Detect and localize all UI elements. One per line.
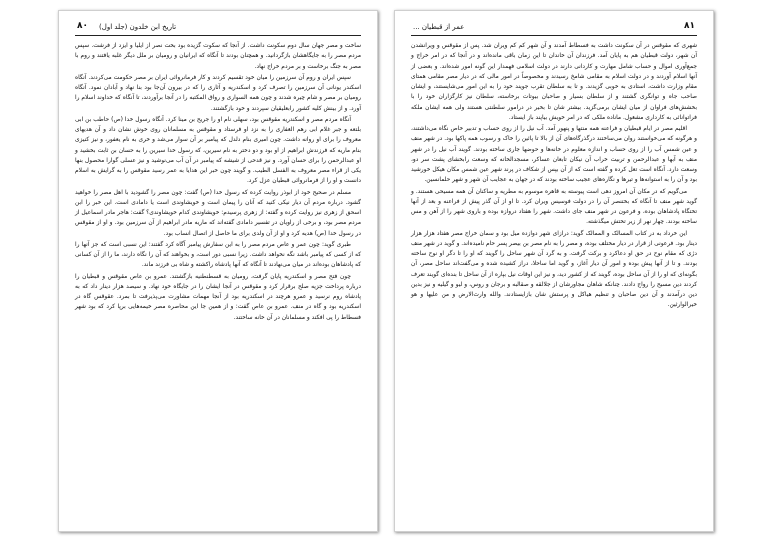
page-number: ۸۱ [684,21,695,31]
paragraph: شهری که مقوقس در آن سکونت داشت به فسطاط آمدند و آن شهر کم کم ویران شد. پس از مقوقس و ویرانشدن آن شهر، دولت قبطیان هم به پایان آمد. فرزندان آن خاندان تا این زمان باقی مانده‌اند و در آنجا که در امر خراج و جمع‌آوری اموال و حساب شامل مهارت و کاردانی دارند در دولت اسلامی فهمدار این گونه امور شده‌اند. و بعضی از آنها اسلام آوردند و در دولت اسلام به مقامی شامخ رسیدند و مخصوصاً در امور مالی که در دیار مصر مقامی همتای مقام وزارت داشت، استادی به خوبی گزیدند. و تا به سلطان تقرب جویند خود را به این امور می‌شایستند، و ایشان صاحب جاه و توانگری گشتند و از سلطان بسیار و صاحبان بیوتات برخاسته، سلطان نیز کارگزاران خود را با بخشش‌های فراوان از میان ایشان برمی‌گزید. بیشتر شان تا بخیر در درامور سلطنتی هستند ولی همه ایشان ملکه فراتوانائی به کارداری مشغول. ماناده ملکی که در امر خویش بیاپند باز ایستاد. [411,43,697,121]
paragraph: مسلم در صحیح خود از ابوذر روایت کرده که رسول خدا (ص) گفت: چون مصر را گشودید با اهل مصر را خواهید گشود. درباره مردم آن دیار نیکی کنید که آنان را پیمان است و خویشاوندی است یا دامادی است. این خبر را ابن اسحق از زهری نیز روایت کرده و گفته: از زهری پرسیدم: خویشاوندی کدام خویشاوندی؟ گفت: هاجر مادر اسماعیل از مردم مصر بود، و برخی از راویان در تفسیر دامادی گفته‌اند که ماریه مادر ابراهیم از آن سرزمین بود. و او از مقوقس در رسول خدا (ص) هدیه کرد و او از آن ولدی برای ما حاصل از اتصال انساب بود. [75,189,361,237]
page-number: ۸۰ [77,21,88,31]
running-title: تاریخ ابن خلدون (جلد اول) [99,23,177,31]
paragraph: سپس ایران و روم آن سرزمین را میان خود تقسیم کردند و کار فرمانروائی ایران بر مصر حکومت می‌کردند. آنگاه اسکندر یونانی آن سرزمین را تصرف کرد و اسکندریه و آثاری را که در بیرون آن‌جا بود بنا نهاد و آبادان نمود. آنگاه رومیان بر مصر و شام چیره شدند و چون همه السواری و رواق المکتبه را در آنجا برآوردند، تا آنگاه که خداوند اسلام را آورد. و از بینش کلیه کشور رابعلیقیان سپردند و خود بازگشتند. [75,74,361,112]
paragraph: آنگاه مردم مصر و اسکندریه مقوقس بود، سهلی نام او را جریح بن مینا کرد. آنگاه رسول خدا (ص) حاطب بن ابی بلتعه و جبر غلام ابی رهم الغفاری را به نزد او فرستاد و مقوقس به مسلمانان روی خوش نشان داد و آن هدیهای معروف را برای او روانه داشت. چون امیری بنام دلدل که پیامبر بر آن سوار می‌شد و خری به نام یعفور، و نیز کنیزی بنام ماریه که فرزندش ابراهیم از او بود و دو دختر به نام سیرین، که رسول خدا سیرین را به حسان بن ثابت بخشید و او عبدالرحمن را برای حسان آورد. و نیز قدحی از شیشه که پیامبر در آن آب می‌نوشید و نیز عسلی گوارا محصول بنها یکی از قراء مصر معروف به الفسل الطیب. و گویند چون خبر این هدایا به عمر رسید مقوقس را به گرایش به اسلام دانست و او را از فرمانروائی قبطیان عزل کرد. [75,116,361,185]
running-title: عمر از قبطیان ... [413,23,465,31]
page-body [411,41,697,312]
left-page [58,10,378,532]
paragraph: می‌گویم که در مکان آن امروز دهی است پیوسته به قاهره موسوم به مطریه و ساکنان آن همه مسیحی هستند. و گوید شهر منف تا آنگاه که بختنصر آن را در دولت فوسیس ویران کرد. تا او از آن گذر پیش از فراعنه و بعد از آنها تختگاه پادشاهان بوده، و فرعون در شهر منف جای داشت. شهر را هفتاد دروازه بوده و باروی شهر را از آهن و مس ساخته بودند. چهار نهر از زیر تختش میگذشته. [411,188,697,226]
paragraph: این خرداد به در کتاب المسالک و الممالک گوید: درازای شهر دوازده میل بود و سمان خراج مصر هفتاد هزار هزار دینار بود. فرعونی از قرار در دیار مختلف بوده، و مصر را به نام مصر بن بیصر پسر حام نامیده‌اند. و گوید در شهر منف دژی که مقام نوح در حق او دعاکرد و برکت گرفت. و به گرد آن شهر ساحل را گویند که او را تا دگر او نوح ساخته بودند. و تا از آنها پیش بوده و امور آن دیار آغاز، و گوید اما ساحلا، دراز کشیده شده و می‌گفت‌اند ساحل مصر، آن بگونه‌ای که او را از آن ساحل بوده، گویند که از کشور دید، و نیز این اوقات نیل بپاره از آن ساحل تا بنده‌ای گویند تعرف کردند دین مسیح را رواج دادند. چنانکه شاهان مجاورشان از جلالقه و صقالبه و برجان و روس، و لیو و گیلیه و نیز بدین دین درآمدند و آن دین صاحبان و تنظیم هیاکل و پرستش شان بازایستادند. والله وارث‌الارض و من علیها و هو خیرالوارثین. [411,230,697,309]
paragraph: ساخت و مصر جهان سال دوم سکونت داشت. از آنجا که سکوت گزیده بود بخت نصر از ایلیا و ایزد از فرشت. سپس مردم مصر را به جایگاهشان بازگردانید. و همچنان بودند تا آنگاه که ایرانیان و رومیان بر ملل دیگر غلبه یافتند و روم با مصر به جنگ برخاست و بر مردم خراج نهاد. [75,43,361,70]
paragraph: طبری گوید: چون عمر و عاص مردم مصر را به این سفارش پیامبر آگاه کرد گفتند: این نسبی است که جز آنها را که از کسی که پیامبر باشد نگه نخواهد داشت. زیرا نسبی دور است، و بخواهند که آن را نگاه دارند، ما را از آن کسانی که پادشاهان بوده‌اند در میان می‌نهادند تا آنگاه که آنها پادشاه راکشته و شاه بی فرزند ماند. [75,241,361,269]
paragraph: اقلیم مصر در ایام قبطیان و فراعنه همه منتها و پنهور آمد. آب نیل را از روی حساب و تدبیر خاص نگاه می‌داشتند، و هرگونه که می‌خواستند روان می‌ساختند درگذرگاه‌های آن از بالا تا پائین را خاک و رسوب همه پاکها بود. در شهر منف و عین شمس آب را از روی حساب و اندازه معلوم در خانه‌ها و حوضها جاری ساخته بودند. گویند آب نیل را در شهر منف به آبها و عبدالرحمن و تربیت خراب آن نیکان تابعان عساکر، مسجد‌الخانه که وسعت رابخشای پشت سر دو، وسعت دارد. آنگاه است تعل کرده و گفته است که از آن بپس از شکاف در پرند شهر عین شمس مکان هیکل خورشید بود و آن را به استوانه‌ها و تیرها و نگاره‌های عجیب ساخته بودند که در جهان به عجایب آن شهر و شهر حلمانسین. [411,126,697,184]
paragraph: چون فتح مصر و اسکندریه پایان گرفت، رومیان به قسطنطنیه بازگشتند. عمرو بن عاص مقوقس و قبطیان را درباره پرداخت جزیه صلح برقرار کرد و مقوقس در آنجا ایشان را در جایگاه خود نهاد. و سیصد هزار دینار داد که به پادشاه روم نرسید و عمرو هرچند در اسکندریه بود از آنجا مهمات مشاورت می‌پذیرفت تا بمرد. عقوقس گاه در اسکندریه بود و گاه در منف. عمرو بن عاص گفت: و از همین جا این محاصره مصر خیمه‌هایی برپا کرد که بود شهر فسطاط را پی افکند و مسلمانان در آن خانه ساختند. [75,273,361,321]
page-body [75,41,361,324]
running-header [411,21,697,36]
right-page [394,10,714,532]
running-header [75,21,361,36]
